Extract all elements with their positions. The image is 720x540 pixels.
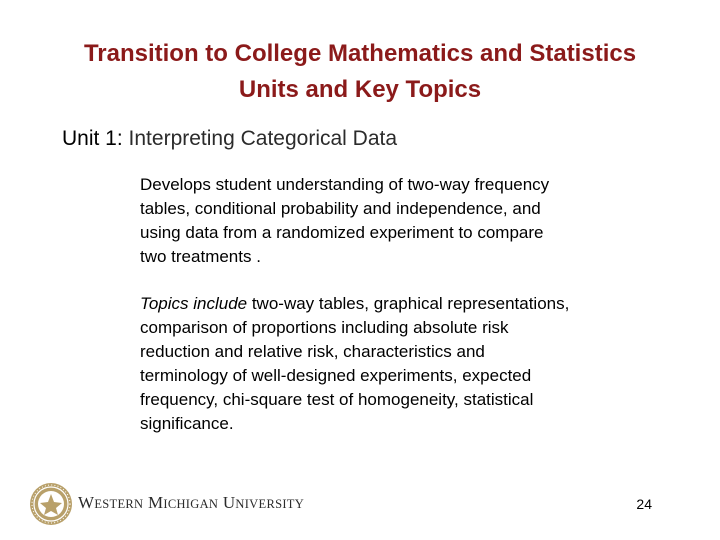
slide-title-line-2: Units and Key Topics bbox=[238, 76, 482, 103]
unit-description bbox=[140, 173, 660, 269]
university-wordmark bbox=[78, 493, 304, 514]
university-seal-icon bbox=[29, 482, 73, 526]
page-number: 24 bbox=[636, 496, 652, 512]
topics-line: comparison of proportions including absolute risk bbox=[140, 318, 509, 337]
topics-line: frequency, chi-square test of homogeneity, statistical bbox=[140, 390, 534, 409]
unit-label: Unit 1: bbox=[62, 127, 123, 150]
slide-title-line-1: Transition to College Mathematics and Statistics bbox=[83, 40, 637, 67]
wordmark-w: W bbox=[78, 493, 95, 512]
topics-line: significance. bbox=[140, 414, 234, 433]
topics-line-text: two-way tables, graphical representations, bbox=[247, 294, 570, 313]
description-line: using data from a randomized experiment to compare bbox=[140, 223, 544, 242]
wordmark-m: M bbox=[147, 493, 164, 512]
topics-line: reduction and relative risk, characteristics and bbox=[140, 342, 485, 361]
wordmark-niversity: NIVERSITY bbox=[235, 497, 305, 511]
topics-line: terminology of well-designed experiments, expected bbox=[140, 366, 532, 385]
slide-title bbox=[0, 36, 720, 108]
wordmark-estern: ESTERN bbox=[94, 497, 144, 511]
description-line: Develops student understanding of two-way frequency bbox=[140, 175, 550, 194]
topics-paragraph bbox=[140, 292, 660, 436]
topics-line bbox=[140, 292, 660, 316]
unit-heading bbox=[62, 126, 397, 152]
topics-lead: Topics include bbox=[140, 294, 248, 313]
wordmark-u: U bbox=[222, 493, 236, 512]
unit-name: Interpreting Categorical Data bbox=[128, 127, 398, 150]
description-line: tables, conditional probability and independence, and bbox=[140, 199, 541, 218]
description-line: two treatments . bbox=[140, 247, 261, 266]
wordmark-ichigan: ICHIGAN bbox=[163, 497, 219, 511]
